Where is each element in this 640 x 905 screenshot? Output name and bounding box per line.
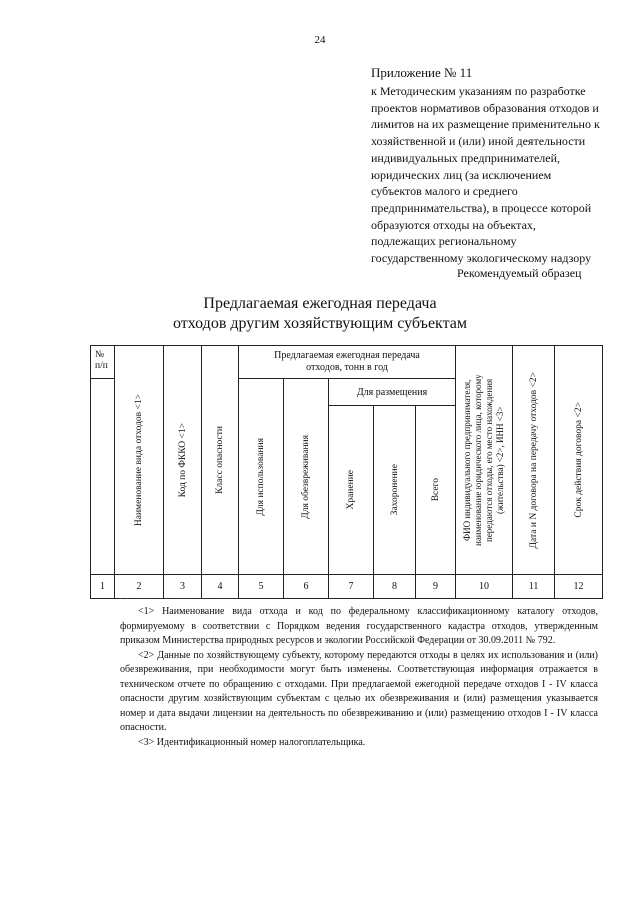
header-hazard-class: Класс опасности bbox=[202, 346, 239, 575]
header-recipient: ФИО индивидуального предпринимателя, наименование юридического лица, которому передаются отходы, его место нахождения (жительства) <2>, ИНН <3> bbox=[456, 346, 513, 575]
header-storage: Хранение bbox=[329, 406, 374, 575]
header-total: Всего bbox=[416, 406, 456, 575]
column-number: 11 bbox=[513, 575, 555, 599]
header-row-number-cont bbox=[91, 379, 115, 575]
column-number: 6 bbox=[284, 575, 329, 599]
footnote-2: <2> Данные по хозяйствующему субъекту, которому передаются отходы в целях их использования и (или) обезвреживания, при необходимости могут быть изменены. Соответствующая информация отражается в техническом отчете по обращению с отходами. При предлагаемой ежегодной передаче отходов I - IV класса опасности другим хозяйствующим субъектам с целью их обезвреживания и (или) размещения указывается номер и дата выдачи лицензии на деятельность по обезвреживанию и (или) размещению отходов I - IV класса опасности. bbox=[120, 649, 598, 733]
column-numbers-row bbox=[91, 575, 603, 599]
recommended-sample-label: Рекомендуемый образец bbox=[457, 266, 582, 280]
header-burial: Захоронение bbox=[374, 406, 416, 575]
column-number: 9 bbox=[416, 575, 456, 599]
column-number: 1 bbox=[91, 575, 115, 599]
header-waste-name: Наименование вида отходов <1> bbox=[115, 346, 164, 575]
column-number: 2 bbox=[115, 575, 164, 599]
document-title bbox=[0, 294, 640, 334]
column-number: 7 bbox=[329, 575, 374, 599]
header-contract-date-number: Дата и N договора на передачу отходов <2> bbox=[513, 346, 555, 575]
footnote-divider bbox=[120, 598, 238, 599]
column-number: 8 bbox=[374, 575, 416, 599]
header-placement-group: Для размещения bbox=[329, 379, 456, 406]
header-for-neutralization: Для обезвреживания bbox=[284, 379, 329, 575]
appendix-title: Приложение № 11 bbox=[371, 65, 473, 80]
column-number: 12 bbox=[555, 575, 603, 599]
header-fkko-code: Код по ФККО <1> bbox=[164, 346, 202, 575]
header-for-use: Для использования bbox=[239, 379, 284, 575]
header-row-number: № п/п bbox=[91, 346, 115, 379]
column-number: 10 bbox=[456, 575, 513, 599]
document-title-line-2: отходов другим хозяйствующим субъектам bbox=[172, 315, 468, 332]
column-number: 5 bbox=[239, 575, 284, 599]
appendix-description: к Методическим указаниям по разработке проектов нормативов образования отходов и лимитов на их размещение применительно к хозяйственной и (или) иной деятельности индивидуальных предпринимателей, юридических лиц (за исключением субъектов малого и среднего предпринимательства), в процессе которой образуются отходы на объектах, подлежащих региональному государственному экологическому надзору bbox=[371, 84, 600, 266]
column-number: 3 bbox=[164, 575, 202, 599]
footnote-1: <1> Наименование вида отхода и код по федеральному классификационному каталогу отходов, формируемому в соответствии с Порядком ведения государственного кадастра отходов, утвержденным приказом Министерства природных ресурсов и экологии Российской Федерации от 30.09.2011 № 792. bbox=[120, 606, 598, 646]
page-number: 24 bbox=[314, 34, 326, 46]
footnote-3: <3> Идентификационный номер налогоплательщика. bbox=[138, 736, 366, 748]
header-transfer-group: Предлагаемая ежегодная передача отходов, тонн в год bbox=[239, 346, 456, 379]
footnotes bbox=[120, 598, 598, 750]
waste-transfer-table bbox=[90, 345, 603, 599]
column-number: 4 bbox=[202, 575, 239, 599]
document-title-line-1: Предлагаемая ежегодная передача bbox=[203, 295, 437, 312]
header-contract-term: Срок действия договора <2> bbox=[555, 346, 603, 575]
